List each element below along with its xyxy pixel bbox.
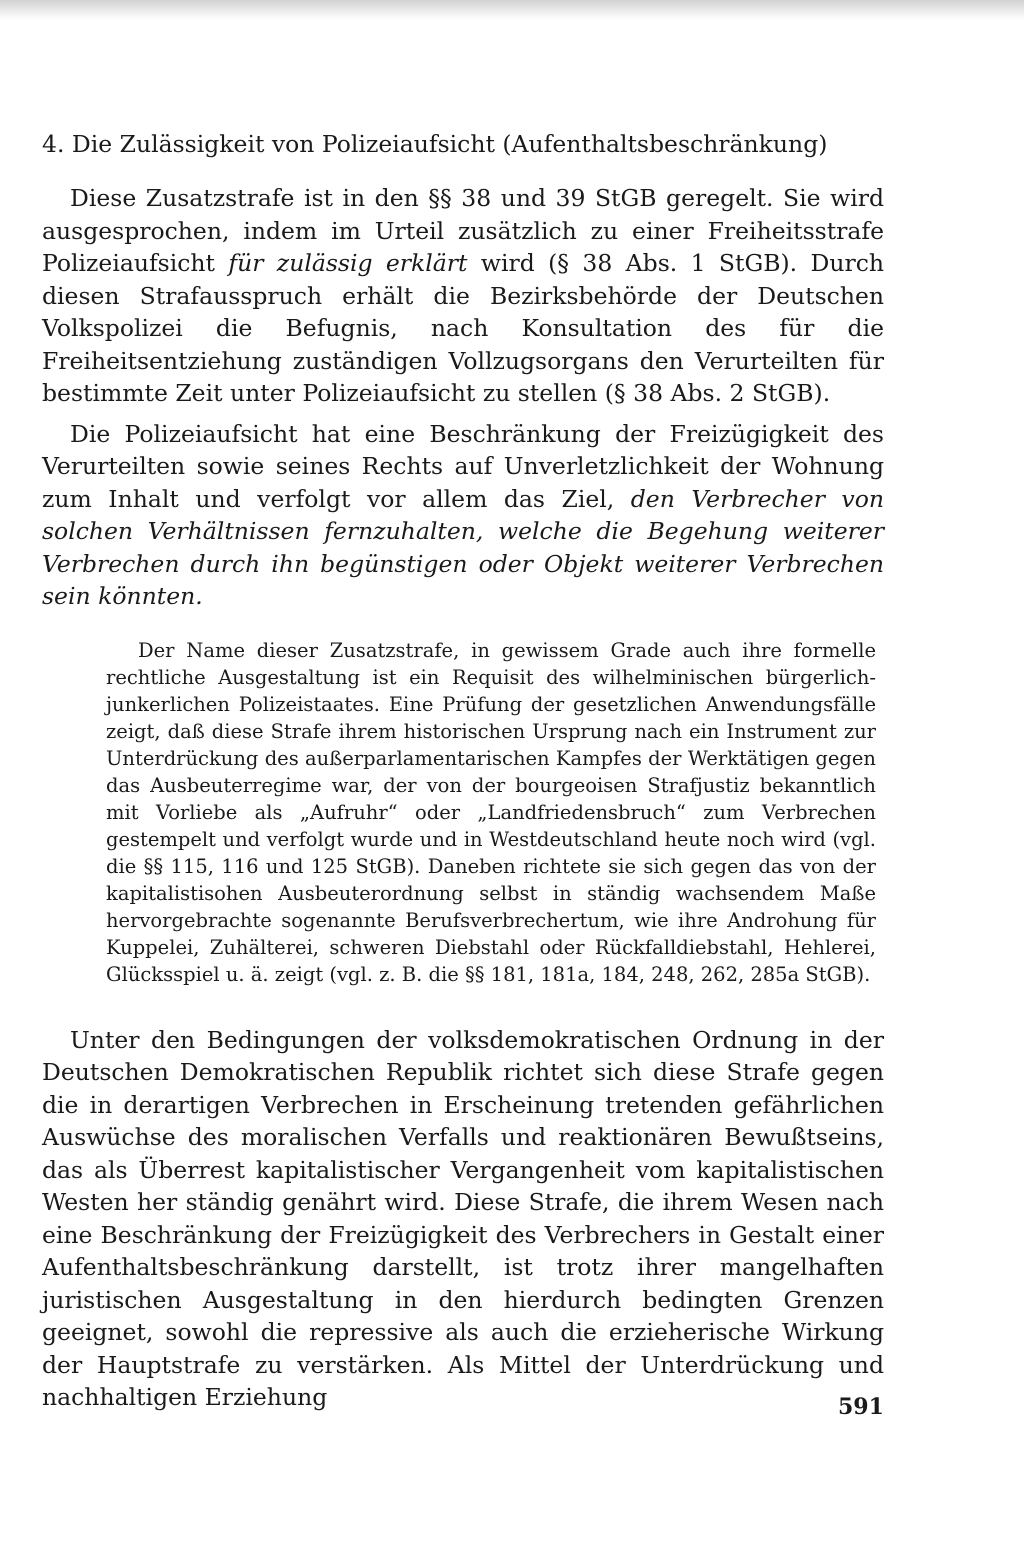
- paragraph-1-text: Diese Zusatzstrafe ist in den §§ 38 und 39 StGB geregelt. Sie wird ausgesprochen, indem im Urteil zusätzlich zu einer Freiheitsstrafe Polizeiaufsicht: [42, 184, 884, 277]
- page-body: [42, 126, 884, 1414]
- historical-note: [106, 637, 876, 988]
- note-text: Der Name dieser Zusatzstrafe, in gewissem Grade auch ihre formelle rechtliche Ausgestaltung ist ein Requisit des wilhelminischen bürgerlich-junkerlichen Polizeistaates. Eine Prüfung der gesetzlichen Anwendungsfälle zeigt, daß diese Strafe ihrem historischen Ursprung nach ein Instrument zur Unterdrückung des außerparlamentarischen Kampfes der Werktätigen gegen das Ausbeuterregime war, der von der bourgeoisen Strafjustiz bekanntlich mit Vorliebe als „Aufruhr“ oder „Landfriedensbruch“ zum Verbrechen gestempelt und verfolgt wurde und in Westdeutschland heute noch wird (vgl. die §§ 115, 116 und 125 StGB). Daneben richtete sie sich gegen das von der kapitalistisohen Ausbeuterordnung selbst in ständig wachsendem Maße hervorgebrachte sogenannte Berufsverbrechertum, wie ihre Androhung für Kuppelei, Zuhälterei, schweren Diebstahl oder Rückfalldiebstahl, Hehlerei, Glücksspiel u. ä. zeigt (vgl. z. B. die §§ 181, 181a, 184, 248, 262, 285a StGB).: [106, 638, 876, 986]
- paragraph-1: [42, 182, 884, 410]
- page-number: 591: [838, 1394, 884, 1420]
- scan-top-edge: [0, 0, 1024, 20]
- paragraph-2-text: Die Polizeiaufsicht hat eine Beschränkung der Freizügigkeit des Verurteilten sowie seines Rechts auf Unverletzlichkeit der Wohnung zum Inhalt und verfolgt vor allem das Ziel,: [42, 419, 884, 513]
- paragraph-1-emphasis: für zulässig erklärt: [228, 249, 468, 277]
- paragraph-3-text: Unter den Bedingungen der volksdemokratischen Ordnung in der Deutschen Demokratischen Republik richtet sich diese Strafe gegen die in derartigen Verbrechen in Erscheinung tretenden gefährlichen Auswüchse des moralischen Verfalls und reaktionären Bewußtseins, das als Überrest kapitalistischer Vergangenheit vom kapitalistischen Westen her ständig genährt wird. Diese Strafe, die ihrem Wesen nach eine Beschränkung der Freizügigkeit des Verbrechers in Gestalt einer Aufenthaltsbeschränkung darstellt, ist trotz ihrer mangelhaften juristischen Ausgestaltung in den hierdurch bedingten Grenzen geeignet, sowohl die repressive als auch die erzieherische Wirkung der Hauptstrafe zu verstärken. Als Mittel der Unterdrückung und nachhaltigen Erziehung: [42, 1025, 884, 1411]
- section-heading: 4. Die Zulässigkeit von Polizeiaufsicht (Aufenthaltsbeschränkung): [42, 130, 828, 158]
- paragraph-2-emphasis: den Verbrecher von solchen Verhältnissen fernzuhalten, welche die Begehung weiterer Verbrechen durch ihn begünstigen oder Objekt weiterer Verbrechen sein könnten.: [42, 484, 884, 610]
- paragraph-1-text-end: wird (§ 38 Abs. 1 StGB). Durch diesen Strafausspruch erhält die Bezirksbehörde der Deutschen Volkspolizei die Befugnis, nach Konsultation des für die Freiheitsentziehung zuständigen Vollzugsorgans den Verurteilten für bestimmte Zeit unter Polizeiaufsicht zu stellen (§ 38 Abs. 2 StGB).: [42, 249, 884, 407]
- paragraph-3: [42, 1024, 884, 1414]
- paragraph-2: [42, 418, 884, 613]
